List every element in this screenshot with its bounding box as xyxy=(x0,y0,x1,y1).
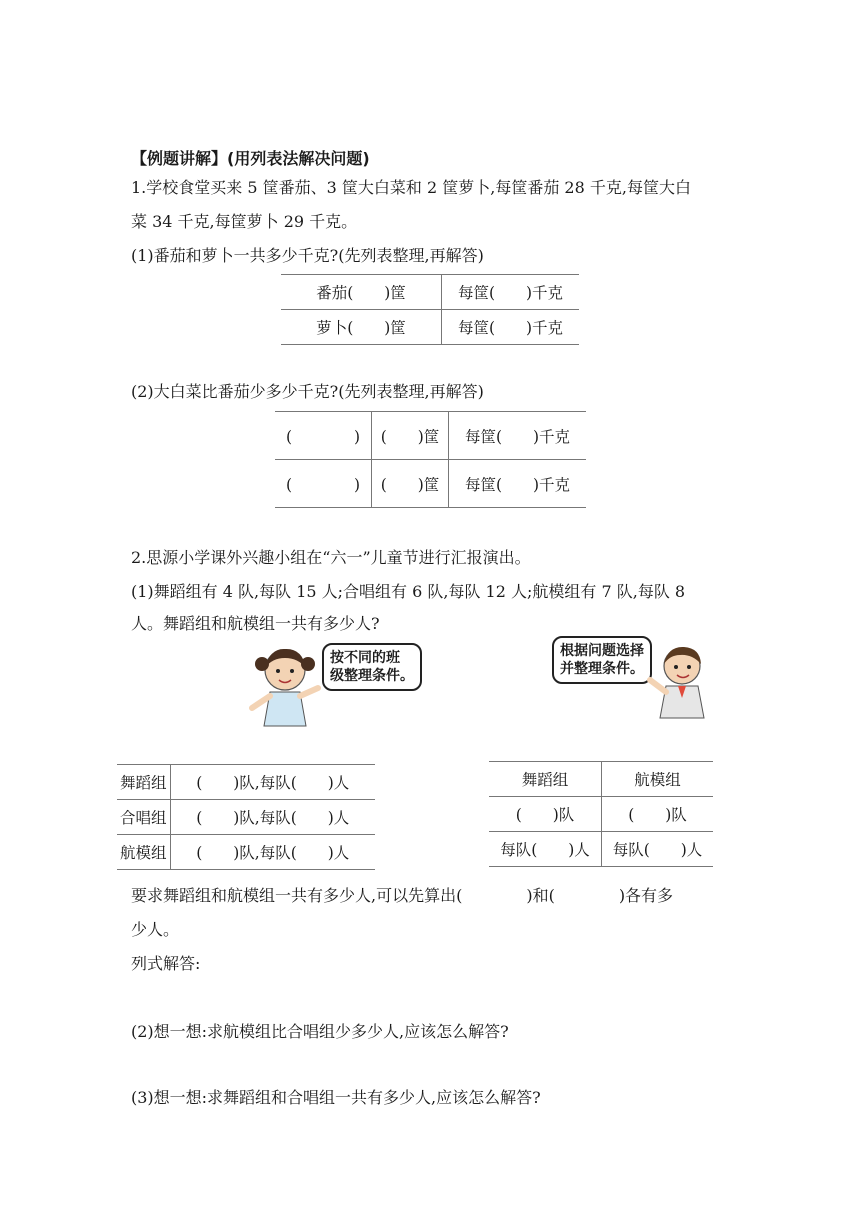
q2-part2: (2)想一想:求航模组比合唱组少多少人,应该怎么解答? xyxy=(131,1022,509,1041)
q1-part1: (1)番茄和萝卜一共多少千克?(先列表整理,再解答) xyxy=(131,246,484,265)
table-cell[interactable]: 每筐( )千克 xyxy=(442,275,580,310)
table-row xyxy=(489,832,713,867)
bubble-line: 级整理条件。 xyxy=(330,668,414,684)
bubble-line: 按不同的班 xyxy=(330,650,400,666)
table-cell: 舞蹈组 xyxy=(117,765,170,800)
table-cell[interactable]: ( )队,每队( )人 xyxy=(170,765,375,800)
bubble-line: 根据问题选择 xyxy=(560,643,644,659)
table-cell[interactable]: 番茄( )筐 xyxy=(281,275,442,310)
q1-text-line2: 菜 34 千克,每筐萝卜 29 千克。 xyxy=(131,212,358,231)
section-heading: 【例题讲解】(用列表法解决问题) xyxy=(131,149,370,168)
q2-part1-line2: 人。舞蹈组和航模组一共有多少人? xyxy=(131,614,380,633)
table-cell[interactable]: 每筐( )千克 xyxy=(442,310,580,345)
q2-intro: 2.思源小学课外兴趣小组在“六一”儿童节进行汇报演出。 xyxy=(131,548,531,567)
table-row xyxy=(489,762,713,797)
table-cell: 合唱组 xyxy=(117,800,170,835)
bubble-line: 并整理条件。 xyxy=(560,661,644,677)
table-cell[interactable]: 每队( )人 xyxy=(602,832,714,867)
table-cell[interactable]: 每筐( )千克 xyxy=(449,460,587,508)
table-row xyxy=(275,460,586,508)
table-cell[interactable]: 萝卜( )筐 xyxy=(281,310,442,345)
table-header-cell: 舞蹈组 xyxy=(489,762,602,797)
q2-table-by-group xyxy=(117,764,375,870)
q1-part2: (2)大白菜比番茄少多少千克?(先列表整理,再解答) xyxy=(131,382,484,401)
table-row xyxy=(117,800,375,835)
girl-speech-bubble xyxy=(322,643,422,691)
table-cell[interactable]: ( )队 xyxy=(489,797,602,832)
table-row xyxy=(281,310,579,345)
table-cell[interactable]: ( )队 xyxy=(602,797,714,832)
q1-table1 xyxy=(281,274,579,345)
boy-illustration xyxy=(640,640,720,720)
table-header-cell: 航模组 xyxy=(602,762,714,797)
table-row xyxy=(489,797,713,832)
table-row xyxy=(275,412,586,460)
table-cell[interactable]: 每队( )人 xyxy=(489,832,602,867)
table-row xyxy=(117,835,375,870)
table-cell[interactable]: ( ) xyxy=(275,460,372,508)
table-cell: 航模组 xyxy=(117,835,170,870)
boy-speech-bubble xyxy=(552,636,652,684)
q2-hint-line2: 少人。 xyxy=(131,920,180,939)
q2-hint-line1: 要求舞蹈组和航模组一共有多少人,可以先算出( )和( )各有多 xyxy=(131,886,674,905)
q2-answer-label: 列式解答: xyxy=(131,954,201,973)
q2-table-selected xyxy=(489,761,713,867)
q1-table2 xyxy=(275,411,586,508)
q2-part3: (3)想一想:求舞蹈组和合唱组一共有多少人,应该怎么解答? xyxy=(131,1088,541,1107)
table-cell[interactable]: 每筐( )千克 xyxy=(449,412,587,460)
table-cell[interactable]: ( )筐 xyxy=(372,460,449,508)
q1-text-line1: 1.学校食堂买来 5 筐番茄、3 筐大白菜和 2 筐萝卜,每筐番茄 28 千克,每筐大白 xyxy=(131,178,691,197)
table-cell[interactable]: ( ) xyxy=(275,412,372,460)
table-row xyxy=(281,275,579,310)
q2-part1-line1: (1)舞蹈组有 4 队,每队 15 人;合唱组有 6 队,每队 12 人;航模组有 7 队,每队 8 xyxy=(131,582,686,601)
table-cell[interactable]: ( )队,每队( )人 xyxy=(170,835,375,870)
table-row xyxy=(117,765,375,800)
girl-illustration xyxy=(240,640,330,730)
table-cell[interactable]: ( )筐 xyxy=(372,412,449,460)
table-cell[interactable]: ( )队,每队( )人 xyxy=(170,800,375,835)
